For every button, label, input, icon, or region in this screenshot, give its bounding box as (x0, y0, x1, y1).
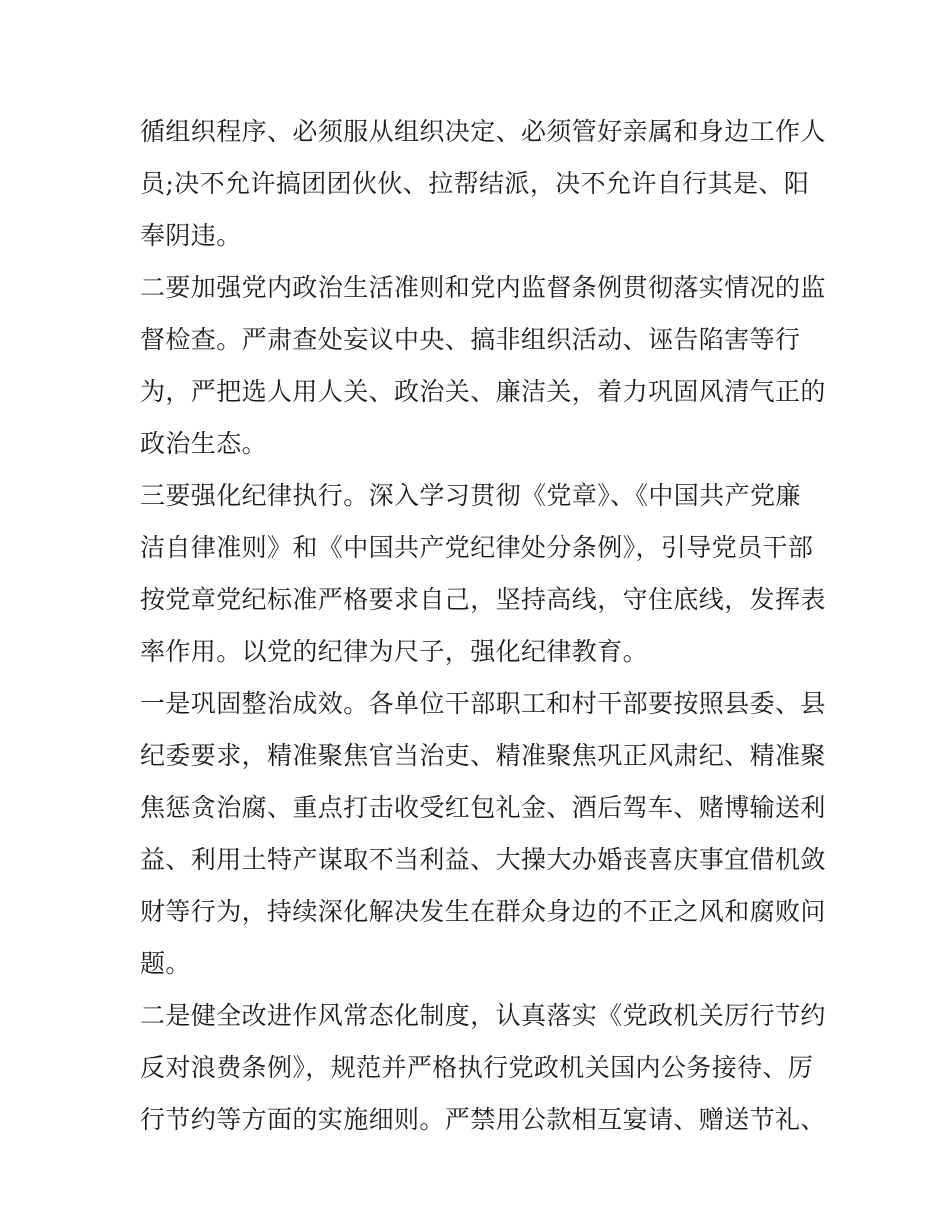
text-line: 二是健全改进作风常态化制度，认真落实《党政机关厉行节约 (140, 1001, 826, 1030)
text-line: 焦惩贪治腐、重点打击收受红包礼金、酒后驾车、赌博输送利 (140, 793, 826, 822)
text-line: 为，严把选人用人关、政治关、廉洁关，着力巩固风清气正的 (140, 377, 826, 406)
text-line: 洁自律准则》和《中国共产党纪律处分条例》，引导党员干部 (140, 533, 814, 562)
text-line: 三要强化纪律执行。深入学习贯彻《党章》、《中国共产党廉 (140, 481, 801, 510)
text-line: 按党章党纪标准严格要求自己，坚持高线，守住底线，发挥表 (140, 585, 826, 614)
text-line: 财等行为，持续深化解决发生在群众身边的不正之风和腐败问 (140, 897, 826, 926)
text-line: 反对浪费条例》，规范并严格执行党政机关国内公务接待、厉 (140, 1053, 814, 1082)
text-line: 行节约等方面的实施细则。严禁用公款相互宴请、赠送节礼、 (140, 1105, 826, 1134)
text-line: 益、利用土特产谋取不当利益、大操大办婚丧喜庆事宜借机敛 (140, 845, 826, 874)
text-line: 循组织程序、必须服从组织决定、必须管好亲属和身边工作人 (140, 117, 826, 146)
text-line: 题。 (140, 949, 191, 978)
text-line: 奉阴违。 (140, 221, 242, 250)
text-line: 员;决不允许搞团团伙伙、拉帮结派，决不允许自行其是、阳 (140, 169, 810, 198)
text-line: 率作用。以党的纪律为尺子，强化纪律教育。 (140, 637, 649, 666)
text-line: 政治生态。 (140, 429, 268, 458)
text-line: 纪委要求，精准聚焦官当治吏、精准聚焦巩正风肃纪、精准聚 (140, 741, 826, 770)
text-line: 一是巩固整治成效。各单位干部职工和村干部要按照县委、县 (140, 689, 826, 718)
document-body (140, 106, 826, 1146)
text-line: 督检查。严肃查处妄议中央、搞非组织活动、诬告陷害等行 (140, 325, 801, 354)
text-line: 二要加强党内政治生活准则和党内监督条例贯彻落实情况的监 (140, 273, 826, 302)
